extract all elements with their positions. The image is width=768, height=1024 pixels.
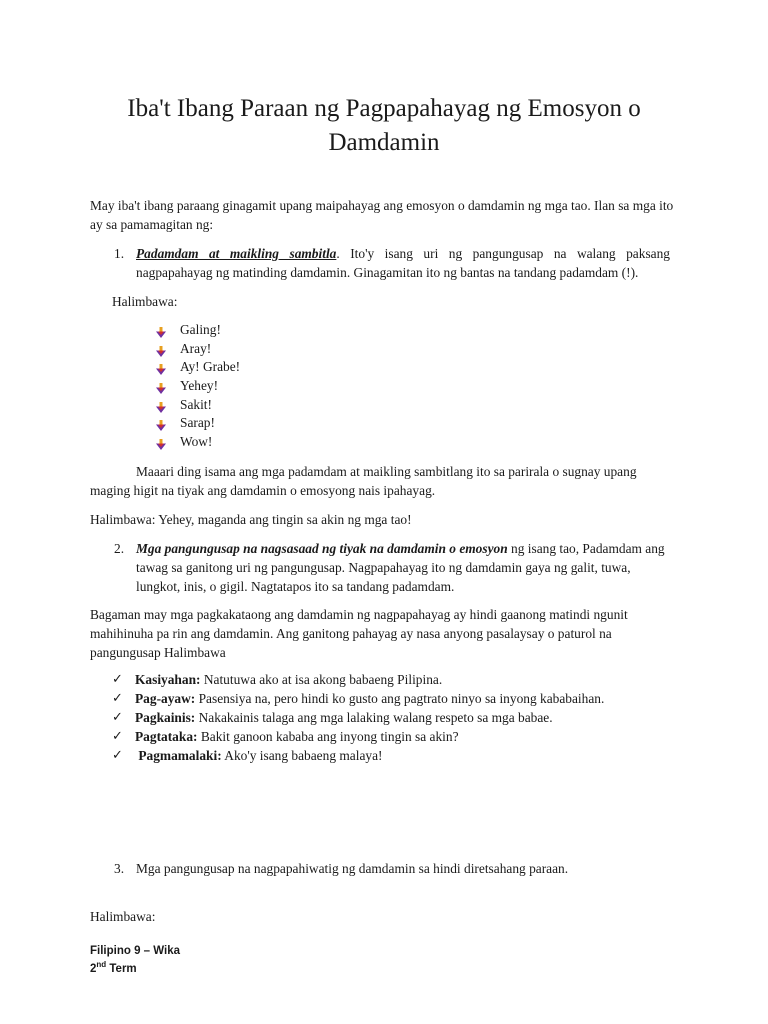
footer-term: 2nd Term <box>90 960 137 975</box>
list-item: ✓ Pag-ayaw: Pasensiya na, pero hindi ko gusto ang pagtrato ninyo sa inyong kababaihan. <box>112 691 605 706</box>
item-3-text: Mga pangungusap na nagpapahiwatig ng damdamin sa hindi diretsahang paraan. <box>136 861 569 876</box>
item-1-number: 1. <box>114 246 125 261</box>
list-item: ✓ Pagmamalaki: Ako'y isang babaeng malaya! <box>112 748 383 763</box>
checkmark-icon: ✓ <box>112 691 123 706</box>
list-item: Yehey! <box>156 377 240 396</box>
list-item: Ay! Grabe! <box>156 358 240 377</box>
item-2-description: ng isang tao, Padamdam ang tawag sa ganitong uri ng pangungusap. Nagpapahayag ito ng damdamin gaya ng galit, tuwa, lungkot, inis, o gigil. Nagtatapos ito sa tandang padamdam. <box>136 541 665 594</box>
list-item: Sarap! <box>156 414 240 433</box>
item-2-text <box>136 539 670 596</box>
arrow-bullet-icon <box>156 344 166 355</box>
list-item: ✓ Pagtataka: Bakit ganoon kababa ang inyong tingin sa akin? <box>112 729 459 744</box>
paragraph-combined-usage: Maaari ding isama ang mga padamdam at maikling sambitlang ito sa parirala o sugnay upang maging higit na tiyak ang damdamin o emosyong nais ipahayag. <box>90 464 637 498</box>
arrow-bullet-icon <box>156 325 166 336</box>
list-item: Aray! <box>156 340 240 359</box>
page-title: Iba't Ibang Paraan ng Pagpapahayag ng Emosyon o Damdamin <box>127 95 641 156</box>
item-1-description: . Ito'y isang uri ng pangungusap na walang paksang nagpapahayag ng matinding damdamin. Ginagamitan ito ng bantas na tandang padamdam (!). <box>136 246 670 280</box>
example-label-3: Halimbawa: <box>90 909 156 924</box>
paragraph-implied-emotion: Bagaman may mga pagkakataong ang damdamin ng nagpapahayag ay hindi gaanong matindi ngunit mahihinuha pa rin ang damdamin. Ang ganitong pahayag ay nasa anyong pasalaysay o paturol na pangungusap Halimbawa <box>90 607 628 660</box>
item-1-text <box>136 244 670 282</box>
arrow-bullet-icon <box>156 362 166 373</box>
list-item: Galing! <box>156 321 240 340</box>
emotion-example-list <box>112 670 604 765</box>
arrow-bullet-icon <box>156 400 166 411</box>
exclamation-list <box>156 321 240 452</box>
item-2-number: 2. <box>114 541 125 556</box>
checkmark-icon: ✓ <box>112 729 123 744</box>
arrow-bullet-icon <box>156 437 166 448</box>
list-item: Wow! <box>156 433 240 452</box>
arrow-bullet-icon <box>156 418 166 429</box>
list-item: Sakit! <box>156 396 240 415</box>
list-item: ✓ Pagkainis: Nakakainis talaga ang mga lalaking walang respeto sa mga babae. <box>112 710 553 725</box>
checkmark-icon: ✓ <box>112 748 123 763</box>
list-item: ✓ Kasiyahan: Natutuwa ako at isa akong babaeng Pilipina. <box>112 672 443 687</box>
checkmark-icon: ✓ <box>112 672 123 687</box>
example-label-1: Halimbawa: <box>112 294 178 309</box>
item-1-term: Padamdam at maikling sambitla <box>136 246 337 261</box>
arrow-bullet-icon <box>156 381 166 392</box>
example-sentence-1: Halimbawa: Yehey, maganda ang tingin sa akin ng mga tao! <box>90 512 412 527</box>
checkmark-icon: ✓ <box>112 710 123 725</box>
item-2-term: Mga pangungusap na nagsasaad ng tiyak na damdamin o emosyon <box>136 541 508 556</box>
item-3-number: 3. <box>114 861 125 876</box>
footer-subject: Filipino 9 – Wika <box>90 945 180 957</box>
intro-paragraph: May iba't ibang paraang ginagamit upang maipahayag ang emosyon o damdamin ng mga tao. Ilan sa mga ito ay sa pamamagitan ng: <box>90 198 674 232</box>
